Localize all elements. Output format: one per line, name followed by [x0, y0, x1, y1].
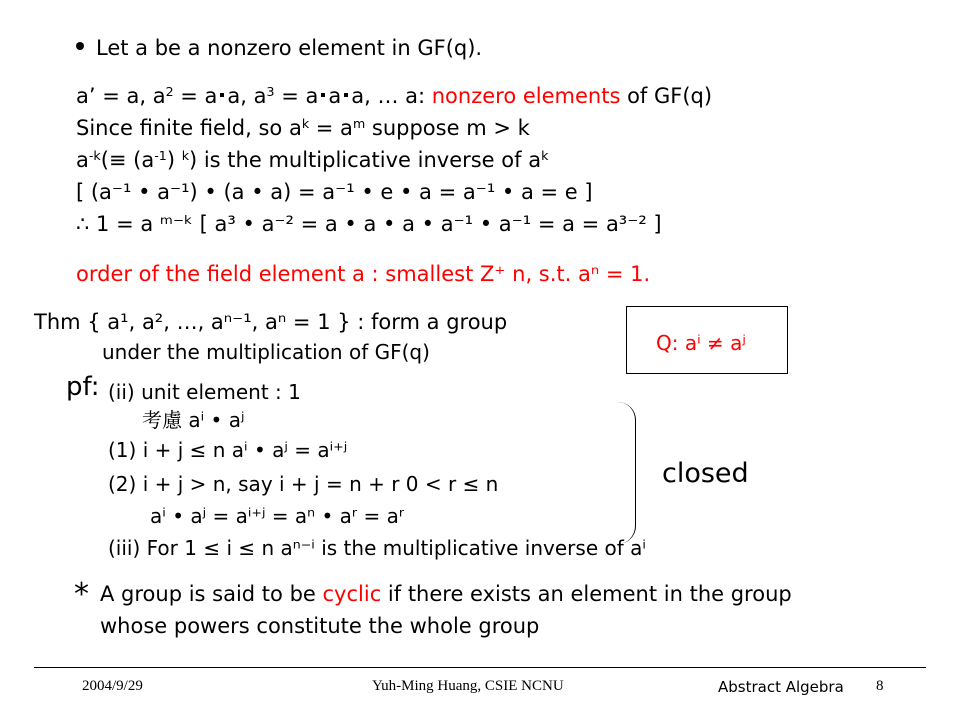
inverse-proof-line: [ (a⁻¹ • a⁻¹) • (a • a) = a⁻¹ • e • a = a⁻¹ • a = e ] [76, 180, 593, 204]
text: a [328, 84, 342, 108]
exponent: k [301, 116, 310, 132]
closed-label: closed [662, 458, 749, 489]
star-icon: * [74, 577, 89, 612]
inverse-line [76, 150, 548, 171]
text: suppose m > k [365, 116, 530, 140]
proof-inverse: (iii) For 1 ≤ i ≤ n aⁿ⁻ⁱ is the multiplicative inverse of aⁱ [108, 536, 646, 560]
exponent: 2 [165, 84, 174, 100]
proof-case-2-result: aⁱ • aʲ = aⁱ⁺ʲ = aⁿ • aʳ = aʳ [150, 504, 404, 528]
text: a, … a: [351, 84, 432, 108]
cyclic-definition-line-2: whose powers constitute the whole group [100, 614, 540, 638]
order-definition: order of the field element a : smallest Z⁺ n, s.t. aⁿ = 1. [76, 262, 651, 286]
proof-case-1: (1) i + j ≤ n aⁱ • aʲ = aⁱ⁺ʲ [108, 438, 348, 462]
exponent: k [541, 148, 549, 164]
closure-brace [614, 402, 636, 544]
text: Since finite field, so a [76, 116, 302, 140]
text: = a [309, 116, 353, 140]
proof-case-2: (2) i + j > n, say i + j = n + r 0 < r ≤ n [108, 472, 499, 496]
footer-date: 2004/9/29 [82, 678, 143, 694]
finite-field-line [76, 118, 530, 139]
exponent: -1 [154, 148, 167, 164]
mult-dot-icon [220, 93, 224, 97]
highlight-text: nonzero elements [431, 84, 621, 108]
text: A group is said to be [100, 582, 323, 606]
powers-line [76, 86, 712, 107]
exponent: 3 [266, 84, 275, 100]
text: of GF(q) [620, 84, 713, 108]
text: ) is the multiplicative inverse of a [188, 148, 542, 172]
mult-dot-icon [344, 93, 348, 97]
therefore-line: ∴ 1 = a ᵐ⁻ᵏ [ a³ • a⁻² = a • a • a • a⁻¹ • a⁻¹ = a = a³⁻² ] [76, 212, 662, 236]
proof-label: pf: [66, 372, 100, 402]
text: (≡ (a [100, 148, 155, 172]
footer-divider [34, 667, 926, 668]
exponent: k [181, 148, 189, 164]
exponent: m [352, 116, 366, 132]
bullet-line [76, 38, 482, 59]
proof-unit-element: (ii) unit element : 1 [108, 380, 301, 404]
mult-dot-icon [321, 93, 325, 97]
text: a, a [227, 84, 267, 108]
footer-page-number: 8 [876, 678, 884, 694]
highlight-text: cyclic [322, 582, 382, 606]
text: a’ = a, a [76, 84, 166, 108]
text: = a [274, 84, 319, 108]
bullet-text: Let a be a nonzero element in GF(q). [96, 36, 483, 60]
cyclic-definition-line-1 [100, 584, 792, 605]
text: ) [166, 148, 182, 172]
question-text: Q: aⁱ ≠ aʲ [656, 331, 746, 355]
footer-course: Abstract Algebra [718, 678, 844, 696]
text: a [76, 148, 89, 172]
bullet-icon [76, 42, 84, 50]
theorem-line-2: under the multiplication of GF(q) [102, 340, 430, 364]
exponent: -k [88, 148, 101, 164]
text: if there exists an element in the group [381, 582, 792, 606]
theorem-line-1: Thm { a¹, a², …, aⁿ⁻¹, aⁿ = 1 } : form a group [34, 310, 508, 334]
text: = a [173, 84, 218, 108]
proof-consider: 考慮 aⁱ • aʲ [142, 408, 245, 432]
footer-author: Yuh-Ming Huang, CSIE NCNU [372, 678, 564, 694]
